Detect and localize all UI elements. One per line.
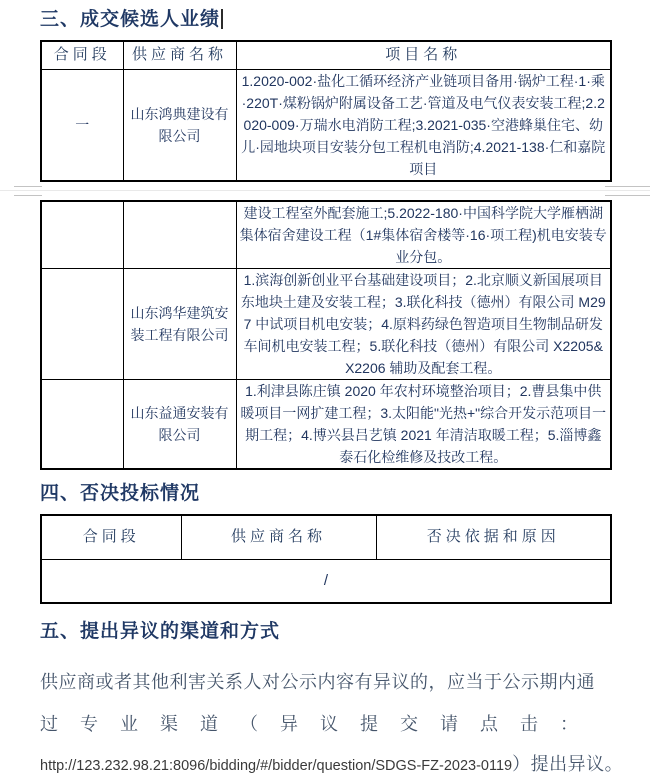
paragraph-line-3	[40, 752, 624, 778]
supplier-cell: 山东鸿华建筑安装工程有限公司	[123, 268, 236, 379]
projects-cell: 建设工程室外配套施工;5.2022-180·中国科学院大学雁栖湖集体宿舍建设工程（1#集体宿舍楼等·16·项工程)机电安装专业分包。	[236, 201, 611, 269]
projects-cell: 1.滨海创新创业平台基础建设项目；2.北京顺义新国展项目东地块土建及安装工程；3.联化科技（德州）有限公司 M297 中试项目机电安装；4.原料药绿色智造项目生物制品研发车间机电安装工程；5.联化科技（德州）有限公司 X2205&X2206 辅助及配套工程。	[236, 268, 611, 379]
supplier-cell	[123, 201, 236, 269]
page-break-line	[0, 190, 650, 191]
page-edge-mark	[605, 195, 650, 196]
rejected-bids-table	[40, 514, 612, 604]
projects-cell: 1.2020-002·盐化工循环经济产业链项目备用·锅炉工程·1·乘·220T·煤粉锅炉附属设备工艺·管道及电气仪表安装工程;2.2020-009·万瑞水电消防工程;3.2021-035·空港蜂巢住宅、幼儿·园地块项目安装分包工程机电消防;4.2021-138·仁和嘉院项目	[236, 69, 611, 181]
performance-table-part1	[40, 40, 612, 182]
projects-cell: 1.利津县陈庄镇 2020 年农村环境整治项目；2.曹县集中供暖项目一网扩建工程；3.太阳能"光热+"综合开发示范项目一期工程；4.博兴县吕艺镇 2021 年清洁取暖工程；5.淄博鑫泰石化检维修及技改工程。	[236, 379, 611, 469]
table-header-row	[41, 41, 611, 69]
section4-heading	[40, 480, 650, 514]
paragraph-tail-text: ）提出异议。	[512, 754, 624, 774]
paragraph-line-2: 过专业渠道（异议提交请点击：	[40, 714, 600, 734]
table-row	[41, 379, 611, 469]
header-supplier-name: 供应商名称	[123, 41, 236, 69]
table-row-continuation	[41, 201, 611, 269]
supplier-cell: 山东益通安装有限公司	[123, 379, 236, 469]
objection-paragraph	[40, 670, 624, 778]
contract-section-cell	[41, 268, 123, 379]
table-row	[41, 268, 611, 379]
header-contract-section: 合同段	[41, 41, 123, 69]
paragraph-line-1: 供应商或者其他利害关系人对公示内容有异议的，应当于公示期内通	[40, 672, 595, 692]
section3-heading	[40, 6, 650, 40]
header-supplier-name: 供应商名称	[181, 515, 376, 559]
page-edge-mark	[14, 195, 42, 196]
objection-submit-link[interactable]: http://123.232.98.21:8096/bidding/#/bidder/question/SDGS-FZ-2023-0119	[40, 758, 513, 774]
contract-section-cell	[41, 379, 123, 469]
section5-heading-text: 五、提出异议的渠道和方式	[40, 621, 281, 642]
header-project-name: 项目名称	[236, 41, 611, 69]
table-header-row	[41, 515, 611, 559]
section3-heading-text: 三、成交候选人业绩	[40, 9, 221, 30]
contract-section-cell: 一	[41, 69, 123, 181]
header-rejection-reason: 否决依据和原因	[376, 515, 611, 559]
section5-heading	[40, 618, 650, 652]
performance-table-part2	[40, 200, 612, 471]
contract-section-cell	[41, 201, 123, 269]
table-row	[41, 69, 611, 181]
section4-heading-text: 四、否决投标情况	[40, 483, 201, 504]
supplier-cell: 山东鸿典建设有限公司	[123, 69, 236, 181]
table-row	[41, 559, 611, 603]
page-break-gap	[0, 182, 650, 200]
page-edge-mark	[14, 186, 42, 187]
header-contract-section: 合同段	[41, 515, 181, 559]
text-cursor	[221, 9, 223, 29]
page-edge-mark	[605, 186, 650, 187]
empty-value-cell: /	[41, 559, 611, 603]
